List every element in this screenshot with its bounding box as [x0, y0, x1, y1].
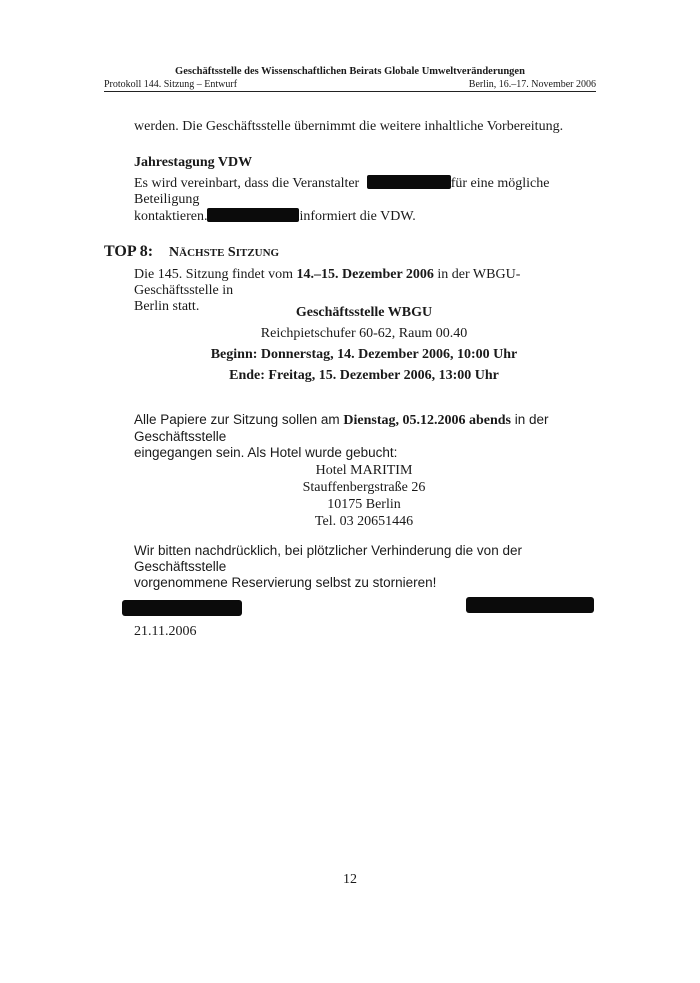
papers-deadline: Dienstag, 05.12.2006 abends — [343, 413, 512, 428]
title-initial: N — [169, 245, 180, 260]
signature-redaction-right — [466, 597, 594, 613]
title-rest: ITZUNG — [235, 247, 280, 259]
redaction-bar — [207, 208, 299, 222]
cancel-line1: Wir bitten nachdrücklich, bei plötzlicher Verhinderung die von der Geschäftsstelle — [134, 543, 522, 574]
vdw-heading: Jahrestagung VDW — [134, 155, 253, 170]
header-place-date: Berlin, 16.–17. November 2006 — [468, 79, 596, 90]
top8-label: TOP 8: — [104, 243, 154, 260]
venue-name: Geschäftsstelle WBGU — [295, 305, 433, 320]
header-organization: Geschäftsstelle des Wissenschaftlichen Beirats Globale Umweltveränderungen — [175, 66, 525, 77]
top8-heading — [104, 243, 279, 261]
papers-text-b: in der Geschäftsstelle — [134, 412, 549, 444]
title-rest: ÄCHSTE — [179, 247, 225, 259]
top8-dates: 14.–15. Dezember 2006 — [296, 267, 434, 282]
vdw-text-2a: kontaktieren. — [134, 209, 208, 224]
venue-end: Ende: Freitag, 15. Dezember 2006, 13:00 Uhr — [229, 368, 499, 383]
papers-text-line2: eingegangen sein. Als Hotel wurde gebucht: — [134, 445, 398, 460]
hotel-block — [134, 462, 594, 530]
vdw-text-1a: Es wird vereinbart, dass die Veranstalter — [134, 176, 360, 191]
cancel-paragraph — [134, 543, 604, 591]
cancel-line2: vorgenommene Reservierung selbst zu stornieren! — [134, 575, 437, 590]
hotel-name: Hotel MARITIM — [315, 463, 413, 478]
title-initial: S — [227, 245, 236, 260]
venue-begin: Beginn: Donnerstag, 14. Dezember 2006, 10:00 Uhr — [210, 347, 518, 362]
top8-title — [169, 245, 279, 260]
top8-text-b: in der WBGU-Geschäftsstelle in — [134, 267, 521, 298]
redaction-bar — [367, 175, 451, 189]
top8-text-line2: Berlin statt. — [134, 299, 200, 314]
hotel-street: Stauffenbergstraße 26 — [302, 480, 426, 495]
header-meta-row — [104, 79, 596, 92]
papers-text-a: Alle Papiere zur Sitzung sollen am — [134, 412, 340, 427]
vdw-text-2b: informiert die VDW. — [299, 209, 416, 224]
page-number: 12 — [343, 872, 357, 887]
papers-paragraph — [134, 412, 604, 461]
hotel-phone: Tel. 03 20651446 — [314, 514, 414, 529]
top8-text-a: Die 145. Sitzung findet vom — [134, 267, 294, 282]
vdw-paragraph — [134, 175, 594, 225]
vdw-text-1b: für eine mögliche Beteiligung — [134, 176, 550, 207]
header-protocol: Protokoll 144. Sitzung – Entwurf — [104, 79, 238, 90]
intro-line: werden. Die Geschäftsstelle übernimmt die weitere inhaltliche Vorbereitung. — [134, 119, 564, 134]
signature-redaction-left — [122, 600, 242, 616]
venue-address: Reichpietschufer 60-62, Raum 00.40 — [260, 326, 468, 341]
hotel-city: 10175 Berlin — [327, 497, 401, 512]
signature-date: 21.11.2006 — [134, 624, 197, 639]
